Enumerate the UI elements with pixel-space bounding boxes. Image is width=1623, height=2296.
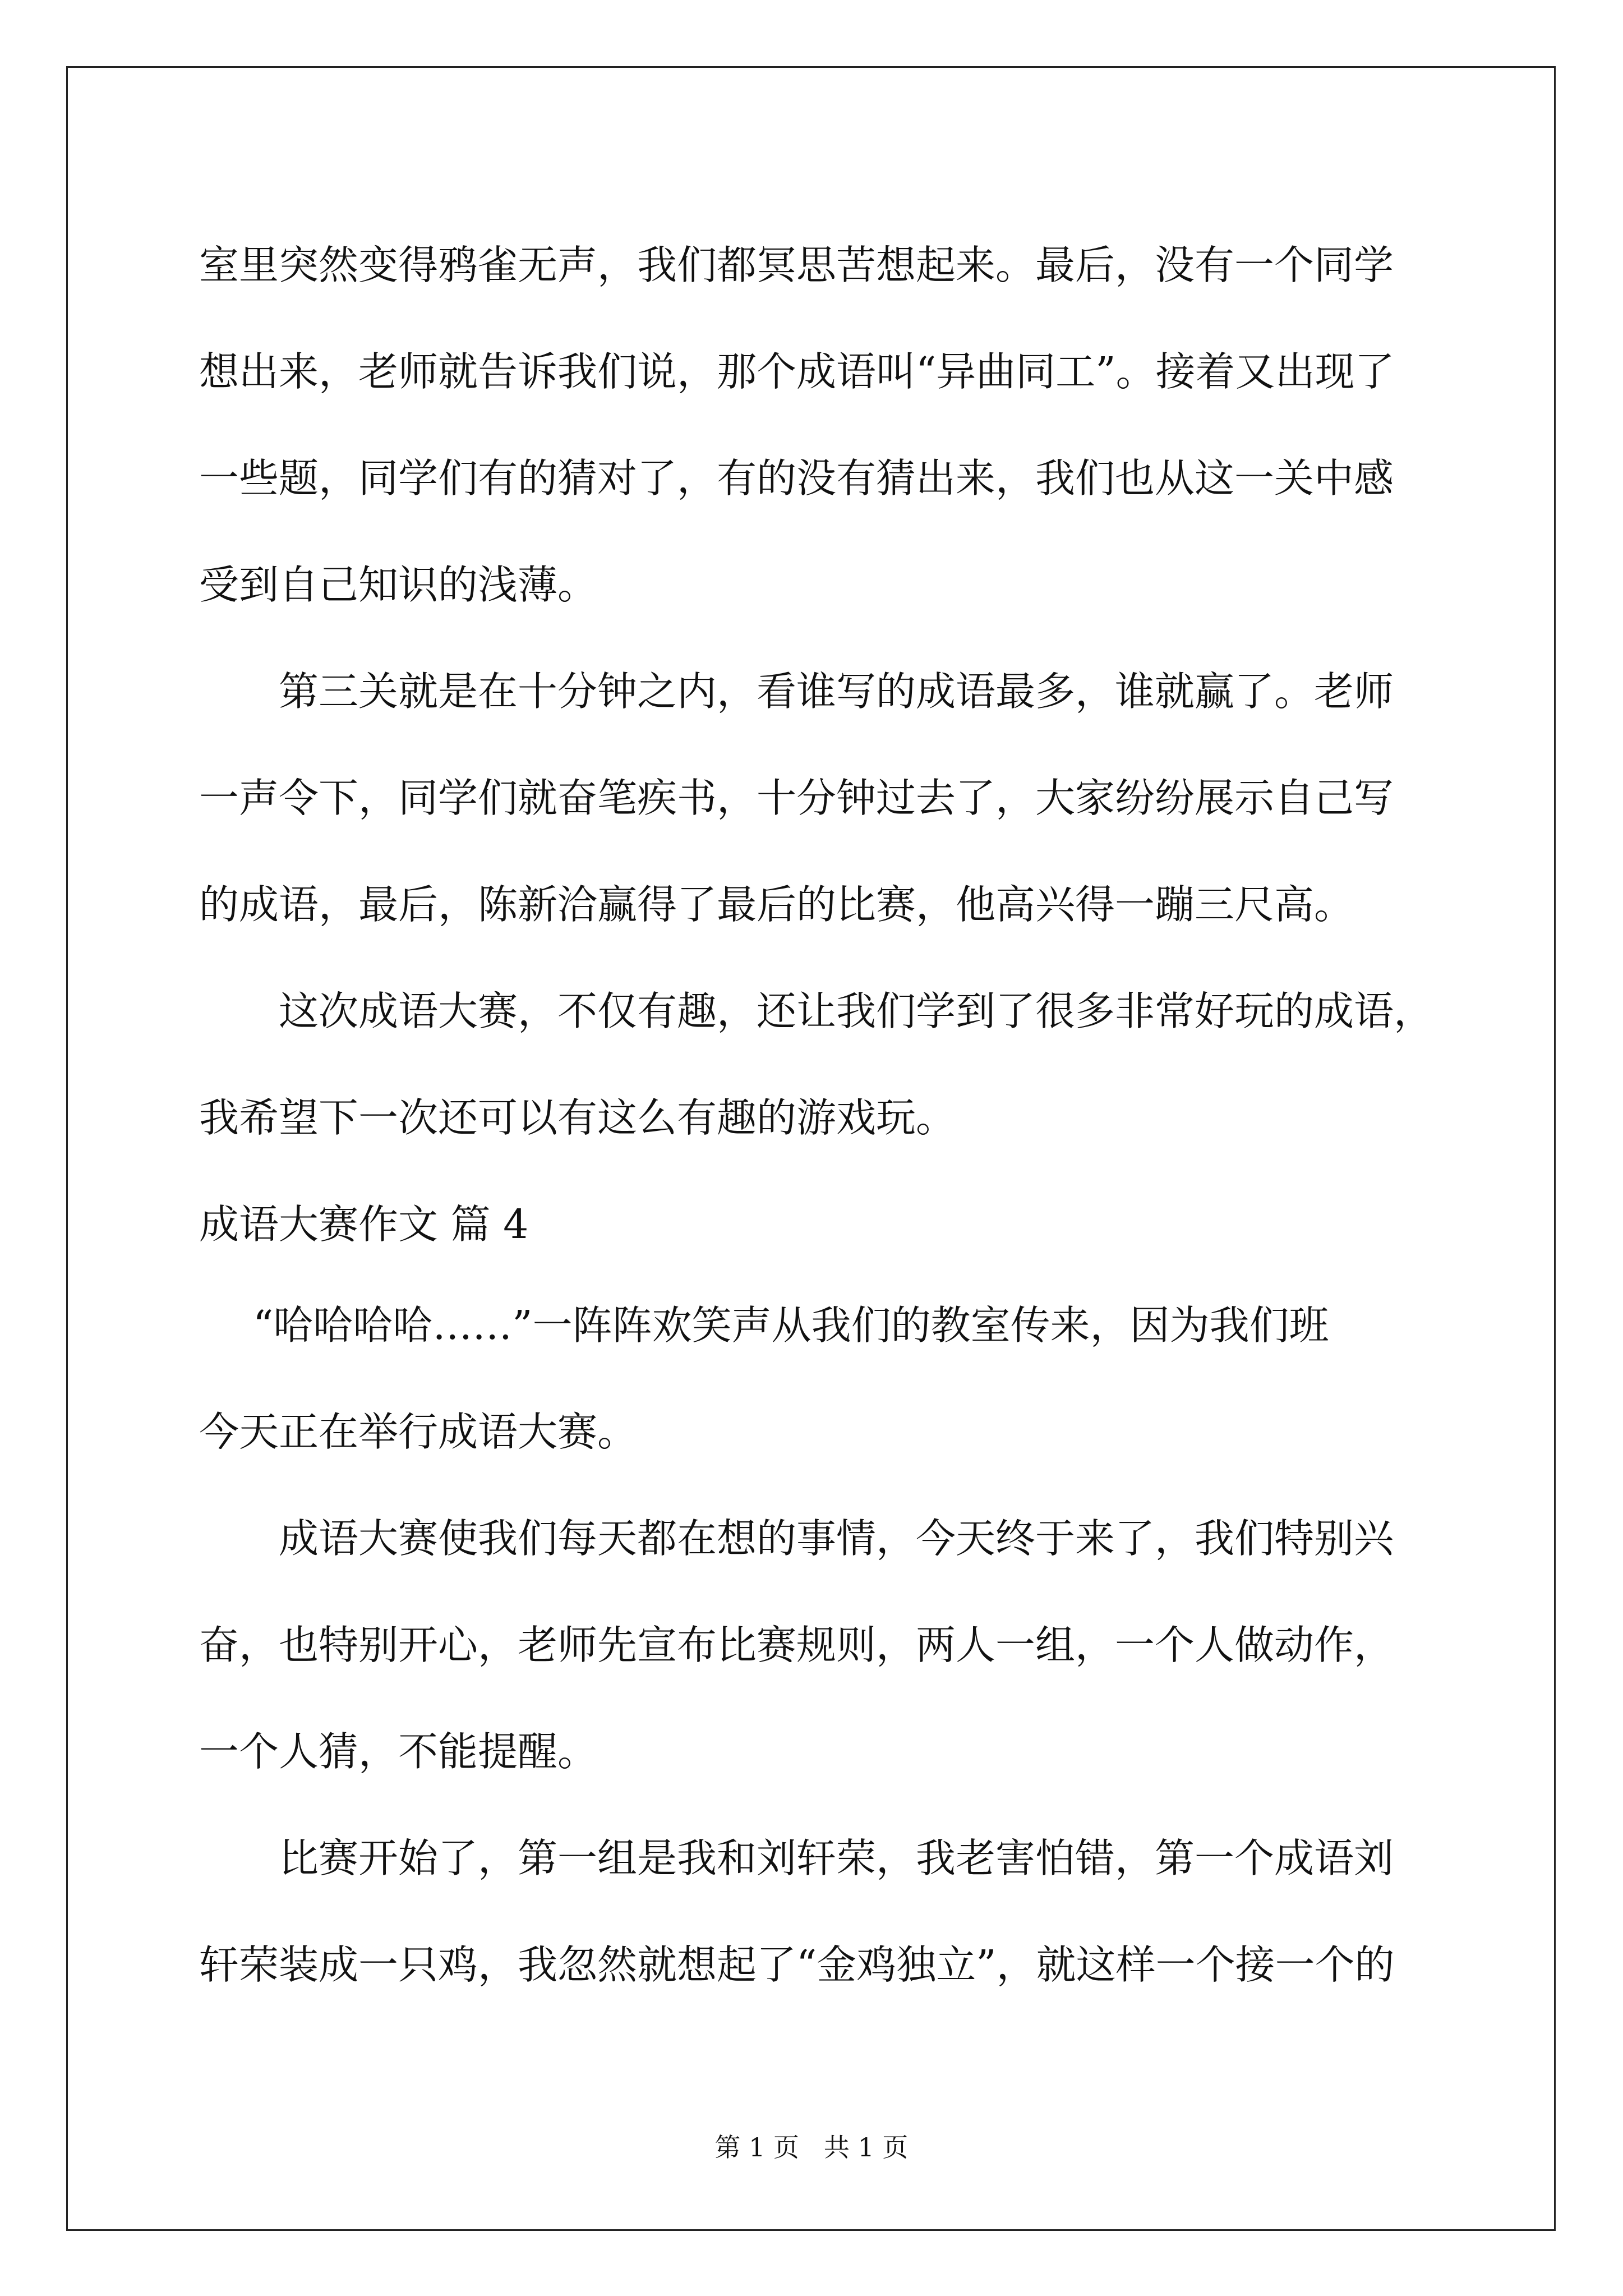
- text-line: 一些题，同学们有的猜对了，有的没有猜出来，我们也从这一关中感: [199, 455, 1394, 501]
- text-line: 的成语，最后，陈新洽赢得了最后的比赛，他高兴得一蹦三尺高。: [199, 881, 1354, 928]
- text-line: 比赛开始了，第一组是我和刘轩荣，我老害怕错，第一个成语刘: [279, 1835, 1394, 1881]
- text-line: 室里突然变得鸦雀无声，我们都冥思苦想起来。最后，没有一个同学: [199, 242, 1394, 288]
- text-line: 一声令下，同学们就奋笔疾书，十分钟过去了，大家纷纷展示自己写: [199, 775, 1394, 821]
- text-line: 第三关就是在十分钟之内，看谁写的成语最多，谁就赢了。老师: [279, 668, 1394, 715]
- text-line: 成语大赛使我们每天都在想的事情，今天终于来了，我们特别兴: [279, 1515, 1394, 1562]
- section-heading: 成语大赛作文 篇 4: [199, 1201, 529, 1248]
- text-line: 我希望下一次还可以有这么有趣的游戏玩。: [199, 1094, 956, 1141]
- text-line: 奋，也特别开心，老师先宣布比赛规则，两人一组，一个人做动作，: [199, 1622, 1394, 1668]
- text-line: 今天正在举行成语大赛。: [199, 1409, 638, 1455]
- page-footer: 第 1 页 共 1 页: [714, 2132, 909, 2162]
- text-line: “哈哈哈哈……”一阵阵欢笑声从我们的教室传来，因为我们班: [253, 1302, 1329, 1349]
- document-body: [199, 212, 1434, 2018]
- text-line: 这次成语大赛，不仅有趣，还让我们学到了很多非常好玩的成语，: [279, 988, 1434, 1034]
- text-line: 想出来，老师就告诉我们说，那个成语叫“异曲同工”。接着又出现了: [199, 348, 1395, 395]
- text-line: 受到自己知识的浅薄。: [199, 562, 598, 608]
- text-line: 轩荣装成一只鸡，我忽然就想起了“金鸡独立”，就这样一个接一个的: [199, 1941, 1395, 1988]
- text-line: 一个人猜，不能提醒。: [199, 1728, 598, 1775]
